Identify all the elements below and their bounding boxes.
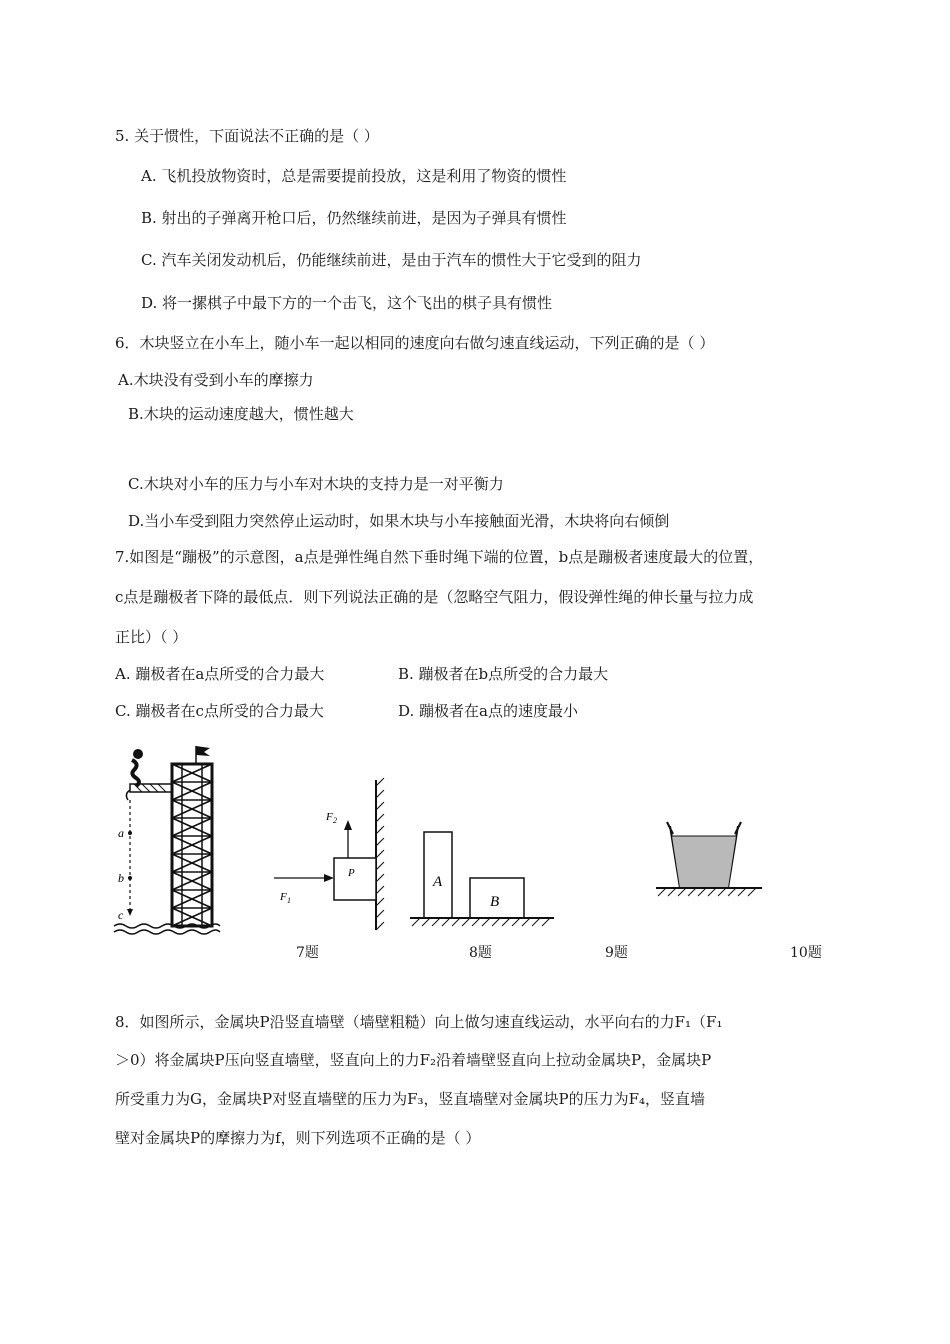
q6-option-a: A.木块没有受到小车的摩擦力	[118, 371, 314, 389]
q5-option-c: C. 汽车关闭发动机后，仍能继续前进，是由于汽车的惯性大于它受到的阻力	[141, 251, 642, 269]
q5-stem: 5. 关于惯性，下面说法不正确的是（ ）	[115, 127, 379, 145]
force-f2-label: F	[326, 811, 333, 823]
q6-stem: 6．木块竖立在小车上，随小车一起以相同的速度向右做匀速直线运动，下列正确的是（ ）	[115, 334, 715, 352]
q6-option-c: C.木块对小车的压力与小车对木块的支持力是一对平衡力	[128, 475, 504, 493]
container-figure	[650, 812, 770, 902]
caption-8: 8题	[469, 945, 492, 961]
point-a-label: a	[118, 826, 124, 840]
q7-line-3: 正比）（ ）	[115, 628, 188, 646]
q8-line-1: 8．如图所示，金属块P沿竖直墙壁（墙壁粗糙）向上做匀速直线运动，水平向右的力F₁（F₁	[115, 1013, 723, 1031]
block-wall-figure	[268, 772, 398, 932]
bungee-tower-figure	[112, 742, 222, 938]
point-c-label: c	[118, 908, 124, 922]
block-a-label: A	[433, 874, 443, 890]
caption-10: 10题	[790, 945, 822, 961]
point-b-label: b	[118, 871, 124, 885]
q5-option-b: B. 射出的子弹离开枪口后，仍然继续前进，是因为子弹具有惯性	[141, 209, 567, 227]
block-p-label: P	[348, 867, 355, 879]
q6-option-d: D.当小车受到阻力突然停止运动时，如果木块与小车接触面光滑，木块将向右倾倒	[128, 512, 670, 530]
block-b-label: B	[490, 894, 500, 910]
caption-9: 9题	[605, 945, 628, 961]
q7-option-c: C. 蹦极者在c点所受的合力最大	[115, 702, 324, 720]
q6-option-b: B.木块的运动速度越大，惯性越大	[128, 405, 354, 423]
q8-line-3: 所受重力为G，金属块P对竖直墙壁的压力为F₃，竖直墙壁对金属块P的压力为F₄，竖直墙	[115, 1090, 706, 1108]
q8-line-4: 壁对金属块P的摩擦力为f，则下列选项不正确的是（ ）	[115, 1129, 481, 1147]
q7-option-a: A. 蹦极者在a点所受的合力最大	[115, 665, 325, 683]
q7-option-d: D. 蹦极者在a点的速度最小	[398, 702, 578, 720]
force-f2-subscript: 2	[333, 816, 337, 825]
force-f1-subscript: 1	[287, 896, 291, 905]
q5-option-d: D. 将一摞棋子中最下方的一个击飞，这个飞出的棋子具有惯性	[141, 294, 553, 312]
q7-option-b: B. 蹦极者在b点所受的合力最大	[398, 665, 609, 683]
q8-line-2: ＞0）将金属块P压向竖直墙壁，竖直向上的力F₂沿着墙壁竖直向上拉动金属块P，金属块P	[115, 1051, 712, 1069]
q5-option-a: A. 飞机投放物资时，总是需要提前投放，这是利用了物资的惯性	[141, 167, 567, 185]
q7-line-1: 7.如图是“蹦极”的示意图，a点是弹性绳自然下垂时绳下端的位置，b点是蹦极者速度最大的位置，	[115, 548, 764, 566]
blocks-ab-figure	[408, 826, 558, 930]
force-f1-label: F	[280, 891, 287, 903]
caption-7: 7题	[296, 945, 319, 961]
q7-line-2: c点是蹦极者下降的最低点．则下列说法正确的是（忽略空气阻力，假设弹性绳的伸长量与拉力成	[115, 588, 754, 606]
